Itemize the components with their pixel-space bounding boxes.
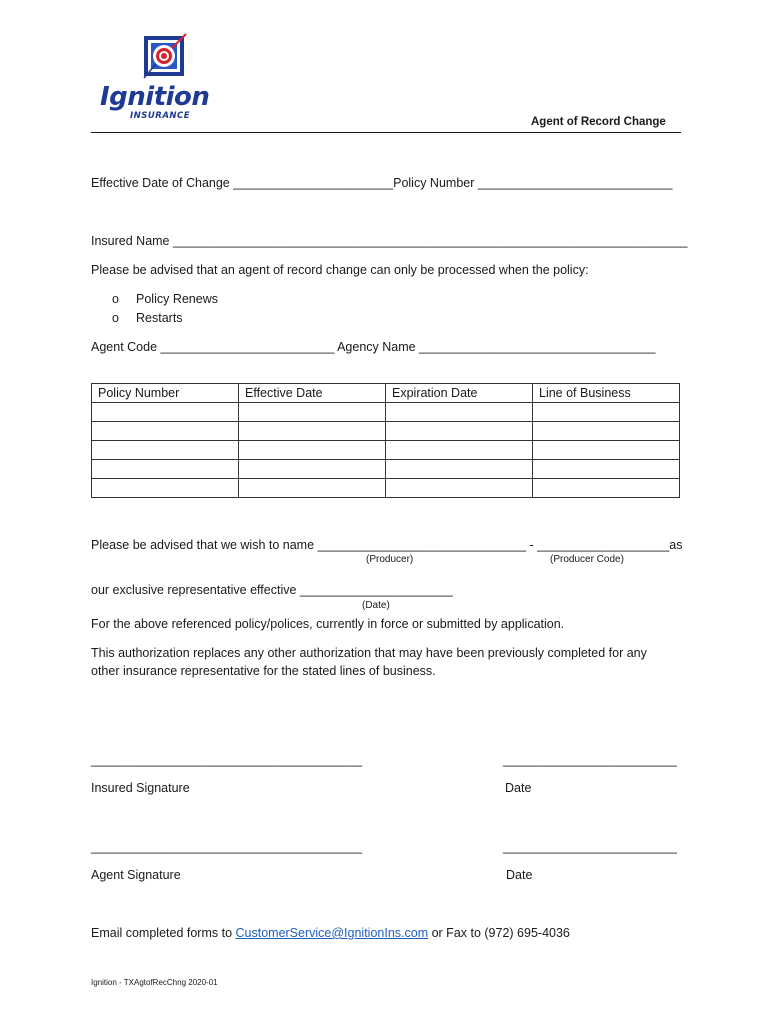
representative-effective-field[interactable]: our exclusive representative effective ______________________ [91, 583, 453, 597]
table-row [92, 479, 680, 498]
insured-signature-line[interactable]: _______________________________________ [91, 753, 363, 767]
logo-wordmark: Ignition [100, 82, 210, 112]
table-row [92, 422, 680, 441]
contact-suffix: or Fax to (972) 695-4036 [428, 926, 570, 940]
table-cell[interactable] [386, 479, 533, 498]
table-cell[interactable] [239, 422, 386, 441]
table-cell[interactable] [533, 403, 680, 422]
table-cell[interactable] [533, 479, 680, 498]
table-cell[interactable] [239, 460, 386, 479]
option-policy-renews: Policy Renews [136, 292, 218, 306]
policy-table [91, 383, 680, 498]
table-cell[interactable] [92, 460, 239, 479]
column-header-expiration-date: Expiration Date [386, 384, 533, 403]
date-caption: (Date) [362, 600, 390, 611]
table-cell[interactable] [386, 403, 533, 422]
option-bullet: o [112, 292, 119, 306]
authorization-text-line-1: This authorization replaces any other authorization that may have been previously completed for any [91, 646, 647, 660]
agent-date-label: Date [506, 868, 533, 882]
insured-signature-label: Insured Signature [91, 781, 190, 795]
producer-caption: (Producer) [366, 554, 414, 565]
company-logo [96, 32, 226, 122]
table-row [92, 460, 680, 479]
table-cell[interactable] [239, 441, 386, 460]
logo-target-icon [136, 32, 196, 84]
table-cell[interactable] [92, 422, 239, 441]
column-header-effective-date: Effective Date [239, 384, 386, 403]
effective-date-policy-number-field[interactable]: Effective Date of Change _______________________Policy Number ____________________________ [91, 176, 673, 190]
column-header-line-of-business: Line of Business [533, 384, 680, 403]
producer-code-caption: (Producer Code) [550, 554, 624, 565]
table-cell[interactable] [533, 422, 680, 441]
table-cell[interactable] [386, 422, 533, 441]
table-cell[interactable] [92, 479, 239, 498]
header-divider [91, 132, 681, 133]
table-row [92, 441, 680, 460]
table-cell[interactable] [239, 479, 386, 498]
table-cell[interactable] [92, 441, 239, 460]
contact-prefix: Email completed forms to [91, 926, 236, 940]
contact-line [91, 926, 570, 940]
table-row [92, 403, 680, 422]
form-title: Agent of Record Change [531, 116, 666, 128]
table-cell[interactable] [386, 460, 533, 479]
agent-signature-label: Agent Signature [91, 868, 181, 882]
agent-signature-line[interactable]: _______________________________________ [91, 840, 363, 854]
form-footer-code: Ignition - TXAgtofRecChng 2020-01 [91, 978, 218, 987]
table-cell[interactable] [239, 403, 386, 422]
table-cell[interactable] [533, 460, 680, 479]
insured-date-line[interactable]: _________________________ [503, 753, 677, 767]
insured-name-field[interactable]: Insured Name __________________________________________________________________________ [91, 234, 688, 248]
agent-date-line[interactable]: _________________________ [503, 840, 677, 854]
option-restarts: Restarts [136, 311, 183, 325]
agent-code-agency-name-field[interactable]: Agent Code _________________________ Agency Name __________________________________ [91, 340, 656, 354]
policy-reference-text: For the above referenced policy/polices, currently in force or submitted by application. [91, 617, 565, 631]
authorization-text-line-2: other insurance representative for the stated lines of business. [91, 664, 436, 678]
email-link[interactable]: CustomerService@IgnitionIns.com [235, 926, 429, 940]
advised-text: Please be advised that an agent of record change can only be processed when the policy: [91, 263, 589, 277]
column-header-policy-number: Policy Number [92, 384, 239, 403]
table-header-row [92, 384, 680, 403]
option-bullet: o [112, 311, 119, 325]
table-cell[interactable] [92, 403, 239, 422]
producer-designation-field[interactable]: Please be advised that we wish to name ______________________________ - ___________________as [91, 538, 683, 552]
table-cell[interactable] [386, 441, 533, 460]
insured-date-label: Date [505, 781, 532, 795]
logo-subtitle: INSURANCE [130, 111, 191, 121]
table-cell[interactable] [533, 441, 680, 460]
